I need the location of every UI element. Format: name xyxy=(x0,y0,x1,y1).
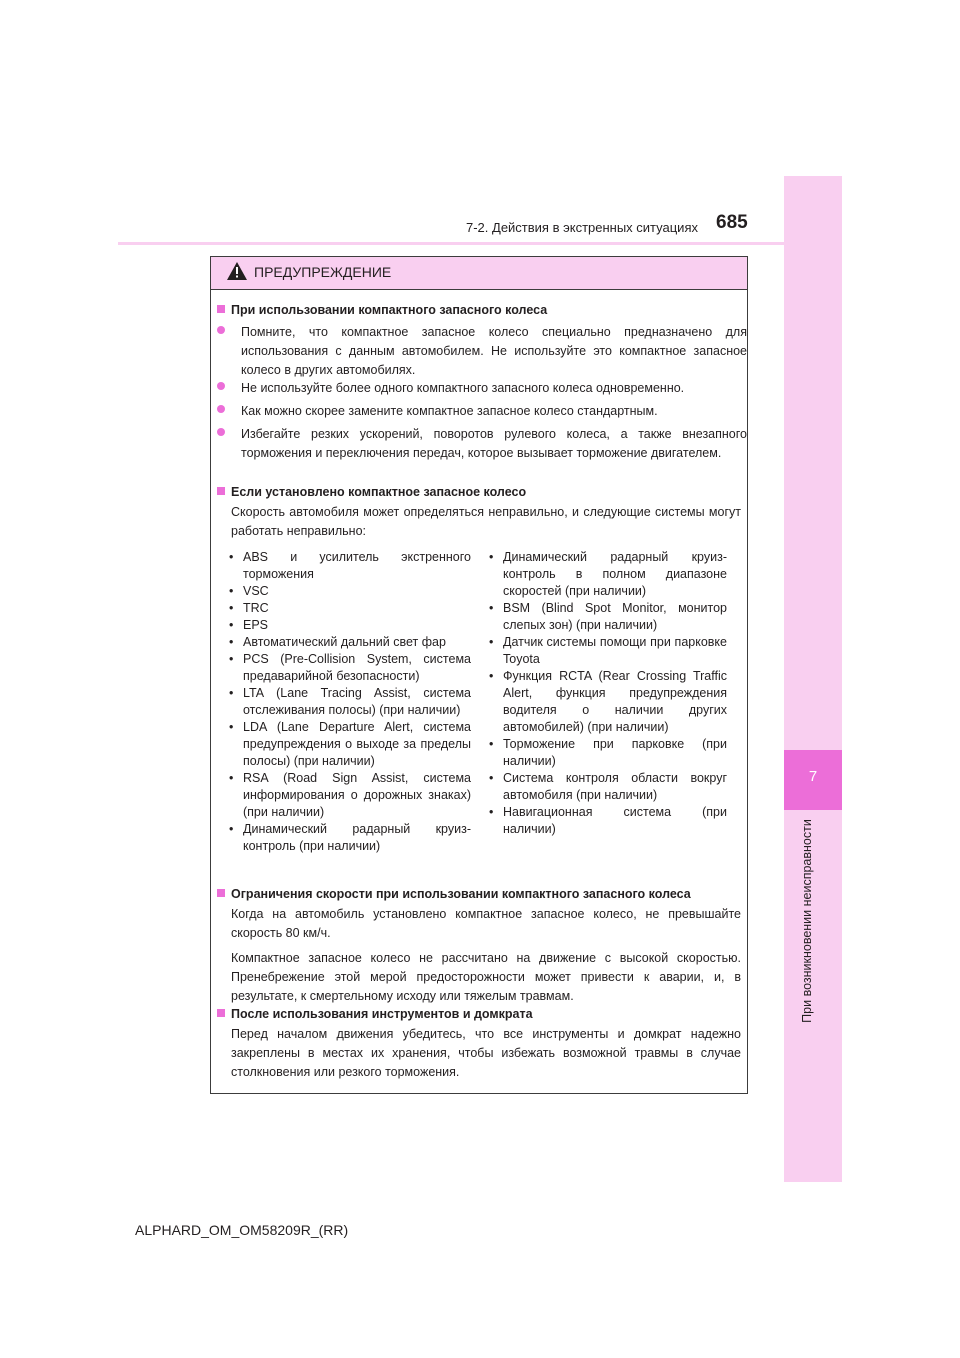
round-bullet-icon xyxy=(217,428,225,436)
square-bullet-icon xyxy=(217,1009,225,1017)
square-bullet-icon xyxy=(217,305,225,313)
round-bullet-icon xyxy=(217,382,225,390)
list-item: • Система контроля области вокруг автомобиля (при наличии) xyxy=(489,771,727,802)
paragraph: Компактное запасное колесо не рассчитано на движение с высокой скоростью. Пренебрежение этой мерой предосторожности может привести к аварии, и, в результате, к смертельному исходу или тяжелым травмам. xyxy=(231,951,741,1003)
list-item: • Функция RCTA (Rear Crossing Traffic Alert, функция предупреждения водителя о наличии других автомобилей) (при наличии) xyxy=(489,669,727,734)
list-item: • TRC xyxy=(229,601,269,615)
warning-header xyxy=(211,257,747,290)
list-item: • Торможение при парковке (при наличии) xyxy=(489,737,727,768)
header-rule xyxy=(118,242,784,245)
section-title: 7-2. Действия в экстренных ситуациях xyxy=(466,220,698,235)
section-heading: Если установлено компактное запасное колесо xyxy=(217,485,526,499)
page-number: 685 xyxy=(716,212,748,233)
list-item: • RSA (Road Sign Assist, система информирования о дорожных знаках) (при наличии) xyxy=(229,771,471,819)
warning-title: ПРЕДУПРЕЖДЕНИЕ xyxy=(254,264,392,280)
square-bullet-icon xyxy=(217,889,225,897)
list-item: • BSM (Blind Spot Monitor, монитор слепых зон) (при наличии) xyxy=(489,601,727,632)
list-item: • PCS (Pre-Collision System, система предаварийной безопасности) xyxy=(229,652,471,683)
square-bullet-icon xyxy=(217,487,225,495)
section-heading: После использования инструментов и домкрата xyxy=(217,1007,533,1021)
list-item: • Динамический радарный круиз-контроль в полном диапазоне скоростей (при наличии) xyxy=(489,550,727,598)
section-heading: Ограничения скорости при использовании компактного запасного колеса xyxy=(217,887,691,901)
round-bullet-icon xyxy=(217,326,225,334)
list-item: • Динамический радарный круиз-контроль (при наличии) xyxy=(229,822,471,853)
systems-list-left xyxy=(227,549,471,855)
list-item: • Датчик системы помощи при парковке Toyota xyxy=(489,635,727,666)
paragraph: Когда на автомобиль установлено компактное запасное колесо, не превышайте скорость 80 км/ч. xyxy=(231,907,741,940)
systems-list-right xyxy=(487,549,727,838)
list-item: • VSC xyxy=(229,584,269,598)
list-item: • EPS xyxy=(229,618,269,632)
list-item: • LDA (Lane Departure Alert, система предупреждения о выходе за пределы полосы) (при наличии) xyxy=(229,720,471,768)
document-code: ALPHARD_OM_OM58209R_(RR) xyxy=(135,1222,349,1238)
paragraph: Перед началом движения убедитесь, что все инструменты и домкрат надежно закреплены в местах их хранения, чтобы избежать возможной травмы в случае столкновения или резкого торможения. xyxy=(231,1027,741,1079)
list-item: • LTA (Lane Tracing Assist, система отслеживания полосы) (при наличии) xyxy=(229,686,471,717)
warning-box: ПРЕДУПРЕЖДЕНИЕ При использовании компактного запасного колеса Помните, что компактное запасное колесо специально предназначено для использования с данным автомобилем. Не используйте это компактное запасное колесо в других автомобилях. Не используйте более одного компактного запасного колеса одновременно. Как можно скорее замените компактное запасное колесо стандартным. Избегайте резких ускорений, поворотов рулевого колеса, а также внезапного торможения и переключения передач, которое вызывает торможение двигателем. Если установлено компактное запасное колесо Скорость автомобиля может определяться неправильно, и следующие системы могут работать неправильно: • ABS и усилитель экстренного торможения • VSC • TRC • EPS • Автоматический дальний свет фар • PCS (Pre-Collision System, система предаварийной безопасности) • LTA (Lane Tracing Assist, система отслеживания полосы) (при наличии) • LDA (Lane Departure Alert, система предупреждения о выходе за пределы полосы) (при наличии) • RSA (Road Sign Assist, система информирования о дорожных знаках) (при наличии) • Динамический радарный круиз-контроль (при наличии) • Динамический радарный круиз-контроль в полном диапазоне скоростей (при наличии) • BSM (Blind Spot Monitor, монитор слепых зон) (при наличии) • Датчик системы помощи при парковке Toyota • Функция RCTA (Rear Crossing Traffic Alert, функция предупреждения водителя о наличии других автомобилей) (при наличии) • Торможение при парковке (при наличии) • Система контроля области вокруг автомобиля (при наличии) • Навигационная система (при наличии) Ограничения скорости при использовании компактного запасного колеса Когда на автомобиль установлено компактное запасное колесо, не превышайте скорость 80 км/ч. Компактное запасное колесо не рассчитано на движение с высокой скоростью. Пренебрежение этой мерой предосторожности может привести к аварии, и, в результате, к смертельному исходу или тяжелым травмам. После использования инструментов и домкрата Перед началом движения убедитесь, что все инструменты и домкрат надежно закреплены в местах их хранения, чтобы избежать возможной травмы в случае столкновения или резкого торможения. xyxy=(210,256,748,1094)
list-item: • Навигационная система (при наличии) xyxy=(489,805,727,836)
warning-icon xyxy=(227,262,247,280)
chapter-title: При возникновении неисправности xyxy=(800,819,814,1023)
chapter-number: 7 xyxy=(808,768,818,785)
paragraph: Скорость автомобиля может определяться неправильно, и следующие системы могут работать неправильно: xyxy=(231,505,741,538)
section-heading: При использовании компактного запасного колеса xyxy=(217,303,547,317)
list-item: • ABS и усилитель экстренного торможения xyxy=(229,550,471,581)
round-bullet-icon xyxy=(217,405,225,413)
list-item: • Автоматический дальний свет фар xyxy=(229,635,446,649)
